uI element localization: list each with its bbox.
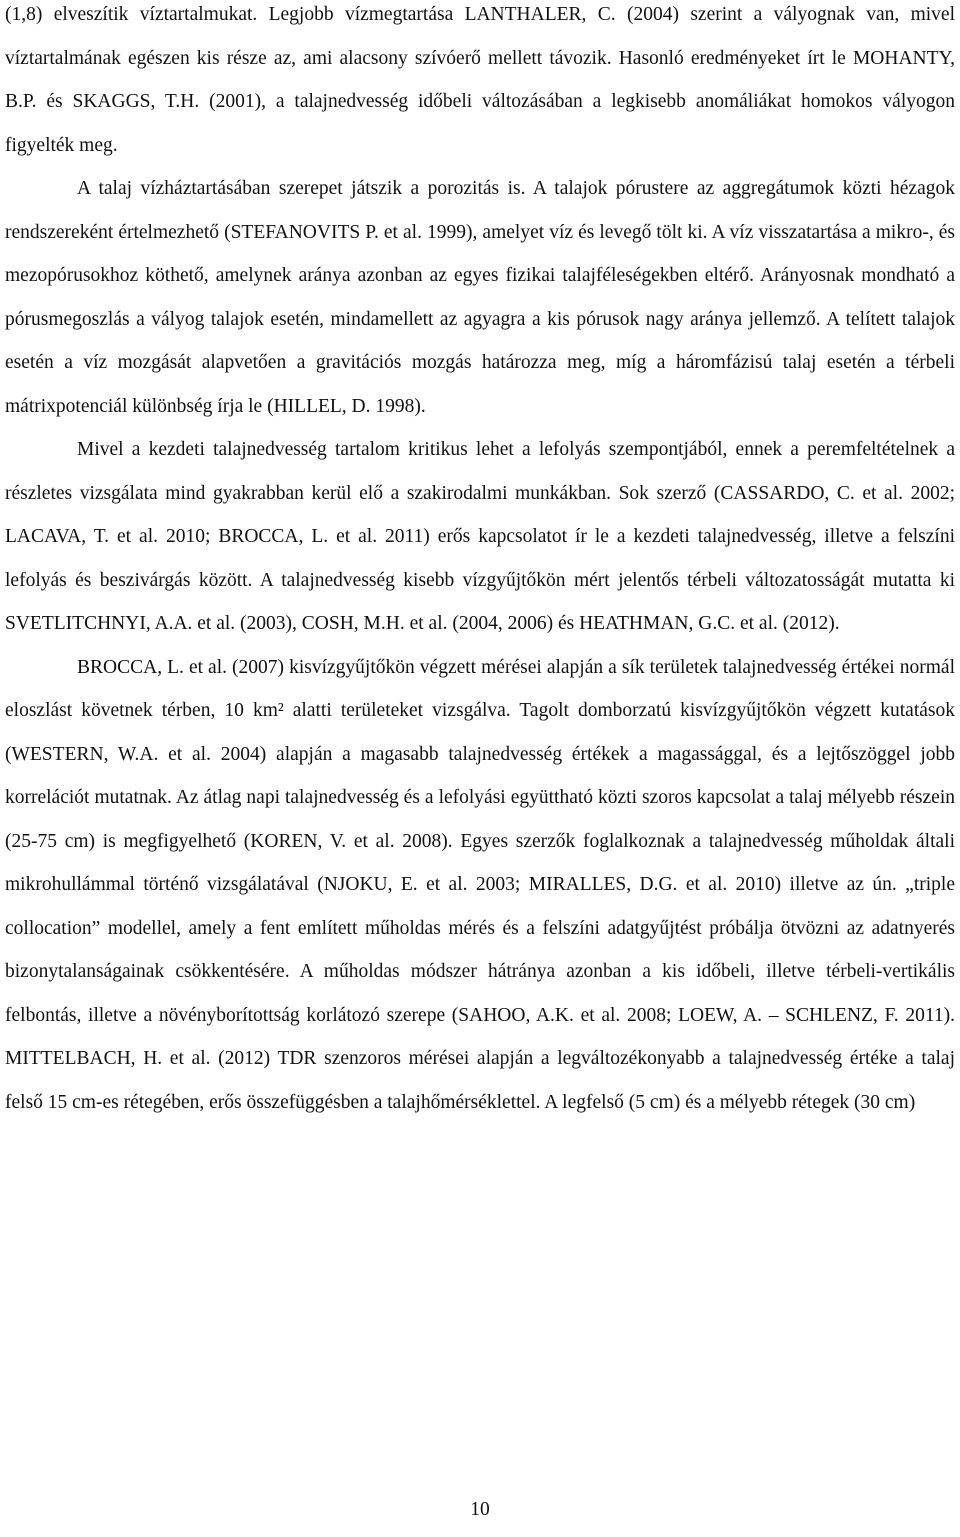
paragraph-4: BROCCA, L. et al. (2007) kisvízgyűjtőkön végzett mérései alapján a sík területek talajnedvesség értékei normál eloszlást követnek térben, 10 km² alatti területeket vizsgálva. Tagolt domborzatú kisvízgyűjtőkön végzett kutatások (WESTERN, W.A. et al. 2004) alapján a magasabb talajnedvesség értékek a magassággal, és a lejtőszöggel jobb korrelációt mutatnak. Az átlag napi talajnedvesség és a lefolyási együttható közti szoros kapcsolat a talaj mélyebb részein (25-75 cm) is megfigyelhető (KOREN, V. et al. 2008). Egyes szerzők foglalkoznak a talajnedvesség műholdak általi mikrohullámmal történő vizsgálatával (NJOKU, E. et al. 2003; MIRALLES, D.G. et al. 2010) illetve az ún. „triple collocation” modellel, amely a fent említett műholdas mérés és a felszíni adatgyűjtést próbálja ötvözni az adatnyerés bizonytalanságainak csökkentésére. A műholdas módszer hátránya azonban a kis időbeli, illetve térbeli-vertikális felbontás, illetve a növényborítottság korlátozó szerepe (SAHOO, A.K. et al. 2008; LOEW, A. – SCHLENZ, F. 2011). MITTELBACH, H. et al. (2012) TDR szenzoros mérései alapján a legváltozékonyabb a talajnedvesség értéke a talaj felső 15 cm-es rétegében, erős összefüggésben a talajhőmérséklettel. A legfelső (5 cm) és a mélyebb rétegek (30 cm) (5, 656, 955, 1113)
paragraph-1: (1,8) elveszítik víztartalmukat. Legjobb vízmegtartása LANTHALER, C. (2004) szerint a vályognak van, mivel víztartalmának egészen kis része az, ami alacsony szívóerő mellett távozik. Hasonló eredményeket írt le MOHANTY, B.P. és SKAGGS, T.H. (2001), a talajnedvesség időbeli változásában a legkisebb anomáliákat homokos vályogon figyelték meg. (5, 4, 955, 156)
page-number: 10 (470, 1499, 490, 1520)
paragraph-2: A talaj vízháztartásában szerepet játszik a porozitás is. A talajok pórustere az aggregátumok közti hézagok rendszereként értelmezhető (STEFANOVITS P. et al. 1999), amelyet víz és levegő tölt ki. A víz visszatartása a mikro-, és mezopórusokhoz köthető, amelynek aránya azonban az egyes fizikai talajféleségekben eltérő. Arányosnak mondható a pórusmegoszlás a vályog talajok esetén, mindamellett az agyagra a kis pórusok nagy aránya jellemző. A telített talajok esetén a víz mozgását alapvetően a gravitációs mozgás határozza meg, míg a háromfázisú talaj esetén a térbeli mátrixpotenciál különbség írja le (HILLEL, D. 1998). (5, 178, 955, 417)
paragraph-3: Mivel a kezdeti talajnedvesség tartalom kritikus lehet a lefolyás szempontjából, ennek a peremfeltételnek a részletes vizsgálata mind gyakrabban kerül elő a szakirodalmi munkákban. Sok szerző (CASSARDO, C. et al. 2002; LACAVA, T. et al. 2010; BROCCA, L. et al. 2011) erős kapcsolatot ír le a kezdeti talajnedvesség, illetve a felszíni lefolyás és beszivárgás között. A talajnedvesség kisebb vízgyűjtőkön mért jelentős térbeli változatosságát mutatta ki SVETLITCHNYI, A.A. et al. (2003), COSH, M.H. et al. (2004, 2006) és HEATHMAN, G.C. et al. (2012). (5, 439, 955, 634)
document-body (5, 0, 955, 1124)
